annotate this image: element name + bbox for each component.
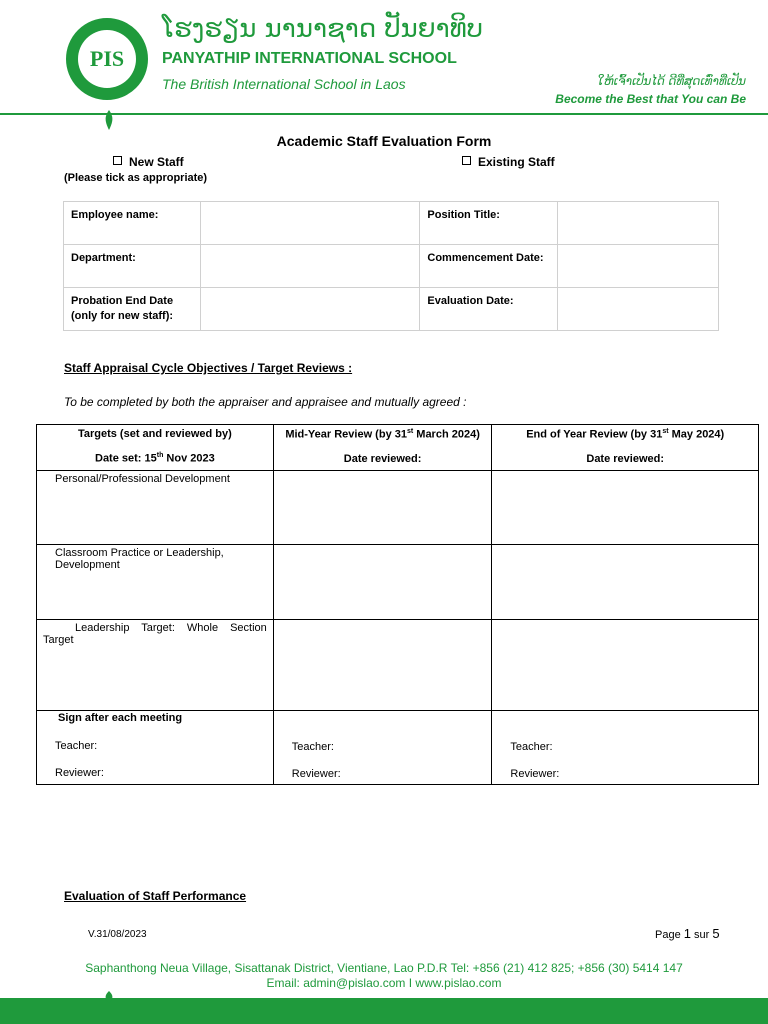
checkbox-icon[interactable] — [113, 156, 122, 165]
teacher-label: Teacher: — [510, 741, 553, 753]
department-label: Department: — [64, 245, 201, 288]
end-year-title: End of Year Review (by 31st May 2024) — [526, 428, 725, 441]
mid-year-title: Mid-Year Review (by 31st March 2024) — [285, 428, 480, 441]
reviewer-label: Reviewer: — [510, 768, 560, 780]
checkbox-icon[interactable] — [462, 156, 471, 165]
leaf-icon — [103, 110, 115, 130]
mid-year-cell[interactable] — [273, 471, 492, 545]
sign-label: Sign after each meeting — [58, 712, 183, 724]
appraisal-heading: Staff Appraisal Cycle Objectives / Target Reviews : — [64, 361, 353, 375]
end-year-date-reviewed: Date reviewed: — [586, 452, 665, 465]
new-staff-label: New Staff — [129, 155, 184, 169]
school-name: PANYATHIP INTERNATIONAL SCHOOL — [162, 50, 457, 67]
end-year-cell[interactable] — [492, 471, 759, 545]
probation-end-line2: (only for new staff): — [71, 310, 174, 322]
appraisal-instruction: To be completed by both the appraiser and appraisee and mutually agreed : — [64, 395, 467, 409]
end-year-cell[interactable] — [492, 545, 759, 620]
existing-staff-option[interactable] — [462, 155, 555, 169]
position-title-field[interactable] — [558, 202, 719, 245]
evaluation-date-field[interactable] — [558, 288, 719, 331]
mid-year-cell[interactable] — [273, 620, 492, 711]
probation-end-line1: Probation End Date — [71, 295, 174, 307]
end-year-header — [492, 425, 759, 471]
contact-line: Email: admin@pislao.com I www.pislao.com — [266, 976, 502, 990]
employee-name-field[interactable] — [200, 202, 420, 245]
page-number: Page 1 sur 5 — [655, 926, 720, 941]
date-set: Date set: 15th Nov 2023 — [95, 452, 215, 465]
tick-note: (Please tick as appropriate) — [64, 172, 208, 184]
targets-title: Targets (set and reviewed by) — [77, 428, 232, 440]
commencement-date-field[interactable] — [558, 245, 719, 288]
target-row-label: Leadership Target: Whole Section Target — [37, 620, 274, 711]
commencement-date-label: Commencement Date: — [420, 245, 558, 288]
target-row-label: Personal/Professional Development — [37, 471, 274, 545]
new-staff-option[interactable] — [113, 155, 184, 169]
reviewer-label: Reviewer: — [291, 768, 341, 780]
footer-bar — [0, 998, 768, 1024]
version-label: V.31/08/2023 — [88, 929, 147, 940]
motto: Become the Best that You can Be — [555, 92, 746, 106]
reviewer-label: Reviewer: — [55, 767, 104, 779]
end-year-cell[interactable] — [492, 620, 759, 711]
teacher-label: Teacher: — [291, 741, 334, 753]
logo-text: PIS — [78, 30, 136, 88]
staff-info-table — [63, 201, 719, 331]
mid-year-date-reviewed: Date reviewed: — [343, 452, 422, 465]
school-logo — [66, 18, 148, 100]
sign-cell-end-year[interactable] — [492, 711, 759, 785]
employee-name-label: Employee name: — [64, 202, 201, 245]
form-title: Academic Staff Evaluation Form — [276, 133, 492, 149]
targets-header — [37, 425, 274, 471]
evaluation-date-label: Evaluation Date: — [420, 288, 558, 331]
school-subtitle: The British International School in Laos — [162, 76, 406, 92]
sign-cell-teacher-targets[interactable] — [37, 711, 274, 785]
header-divider — [0, 113, 768, 115]
school-name-lao: ໂຮງຮຽນ ນານາຊາດ ປັນຍາທິບ — [162, 14, 483, 44]
position-title-label: Position Title: — [420, 202, 558, 245]
target-row-label: Classroom Practice or Leadership, Development — [37, 545, 274, 620]
existing-staff-label: Existing Staff — [478, 155, 555, 169]
footer-address — [0, 961, 768, 991]
address-line: Saphanthong Neua Village, Sisattanak District, Vientiane, Lao P.D.R Tel: +856 (21) 412 825; +856 (30) 5414 147 — [85, 961, 683, 975]
sign-cell-mid-year[interactable] — [273, 711, 492, 785]
mid-year-header — [273, 425, 492, 471]
motto-lao: ໃຫ້ເຈົ້າເປັນໄດ້ ດີທີ່ສຸດເທົ່າທີ່ເປັນ — [597, 74, 746, 88]
mid-year-cell[interactable] — [273, 545, 492, 620]
probation-end-label — [64, 288, 201, 331]
targets-table — [36, 424, 759, 785]
department-field[interactable] — [200, 245, 420, 288]
leaf-icon — [103, 991, 115, 1003]
teacher-label: Teacher: — [55, 740, 98, 752]
probation-end-field[interactable] — [200, 288, 420, 331]
evaluation-heading: Evaluation of Staff Performance — [64, 889, 247, 903]
